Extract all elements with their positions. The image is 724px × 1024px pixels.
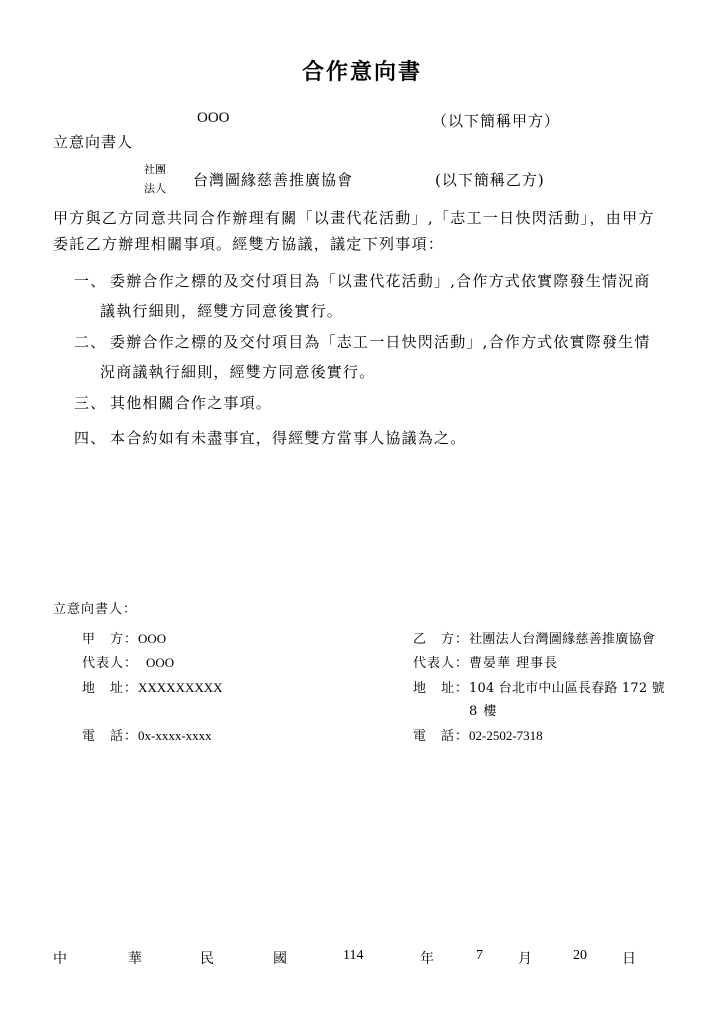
party-b-name: 台灣圖緣慈善推廣協會	[193, 171, 354, 189]
party-b-row	[413, 628, 655, 647]
party-b-type	[144, 160, 166, 198]
item-number: 四、	[74, 429, 107, 447]
preamble	[53, 205, 673, 257]
party-b-tel-value: 02-2502-7318	[469, 728, 543, 743]
party-b-rep-value: 曹晏華 理事長	[469, 656, 559, 671]
party-b-rep-label: 代表人：	[413, 656, 470, 671]
party-a-row	[82, 628, 166, 647]
date-char: 華	[128, 951, 142, 967]
item-text: 其他相關合作之事項。	[110, 394, 273, 412]
item-text-cont: 議執行細則，經雙方同意後實行。	[100, 302, 344, 320]
party-a-tel-row	[82, 725, 212, 744]
party-b-addr-value: 104 台北市中山區長春路 172 號	[469, 681, 665, 696]
item-text: 本合約如有未盡事宜，得經雙方當事人協議為之。	[110, 429, 467, 447]
date-char: 國	[273, 951, 287, 967]
item-text-cont: 況商議執行細則，經雙方同意後實行。	[100, 363, 376, 381]
party-a-addr-label: 地 址：	[82, 681, 139, 696]
date-month: 7	[476, 948, 483, 963]
date-day-label: 日	[622, 951, 636, 967]
item-text: 委辦合作之標的及交付項目為「以畫代花活動」,合作方式依實際發生情況商	[110, 272, 651, 290]
document-title: 合作意向書	[301, 59, 422, 85]
list-item	[74, 423, 674, 453]
party-a-tel-value: 0x-xxxx-xxxx	[138, 728, 212, 743]
party-b-label: 乙 方：	[413, 632, 470, 647]
party-a-name: OOO	[197, 110, 230, 126]
item-number: 一、	[74, 272, 107, 290]
party-b-addr-row	[413, 677, 665, 696]
party-b-type-line1: 社團	[144, 163, 166, 176]
preamble-line1: 甲方與乙方同意共同合作辦理有關「以畫代花活動」,「志工一日快閃活動」，由甲方	[53, 209, 655, 227]
party-b-rep-row	[413, 652, 558, 671]
party-a-note: （以下簡稱甲方）	[432, 112, 561, 130]
party-b-tel-label: 電 話：	[413, 729, 470, 744]
date-year: 114	[343, 948, 364, 963]
party-a-value: OOO	[138, 631, 167, 646]
date-year-label: 年	[420, 951, 434, 967]
item-number: 二、	[74, 333, 107, 351]
party-a-rep-value: OOO	[146, 655, 175, 670]
list-item	[74, 388, 674, 418]
party-b-addr-label: 地 址：	[413, 681, 470, 696]
date-char: 中	[53, 951, 67, 967]
party-a-rep-row	[82, 652, 174, 671]
party-b-tel-row	[413, 725, 543, 744]
party-b-note: (以下簡稱乙方)	[435, 171, 545, 189]
party-a-addr-row	[82, 677, 223, 696]
party-a-tel-label: 電 話：	[82, 729, 139, 744]
party-b-type-line2: 法人	[144, 182, 166, 195]
signature-header: 立意向書人：	[53, 602, 138, 617]
date-day: 20	[573, 948, 587, 963]
preamble-line2: 委託乙方辦理相關事項。經雙方協議，議定下列事項：	[53, 235, 445, 253]
list-item	[74, 266, 674, 326]
intro-label: 立意向書人	[53, 133, 134, 151]
item-number: 三、	[74, 394, 107, 412]
item-text: 委辦合作之標的及交付項目為「志工一日快閃活動」,合作方式依實際發生情	[110, 333, 651, 351]
date-char: 民	[200, 951, 214, 967]
party-a-addr-value: XXXXXXXXX	[138, 680, 223, 695]
date-month-label: 月	[518, 951, 532, 967]
party-a-label: 甲 方：	[82, 632, 139, 647]
party-b-value: 社團法人台灣圖緣慈善推廣協會	[469, 632, 656, 647]
list-item	[74, 327, 674, 387]
party-a-rep-label: 代表人：	[82, 656, 139, 671]
party-b-addr-value-line2: 8 樓	[469, 704, 498, 719]
